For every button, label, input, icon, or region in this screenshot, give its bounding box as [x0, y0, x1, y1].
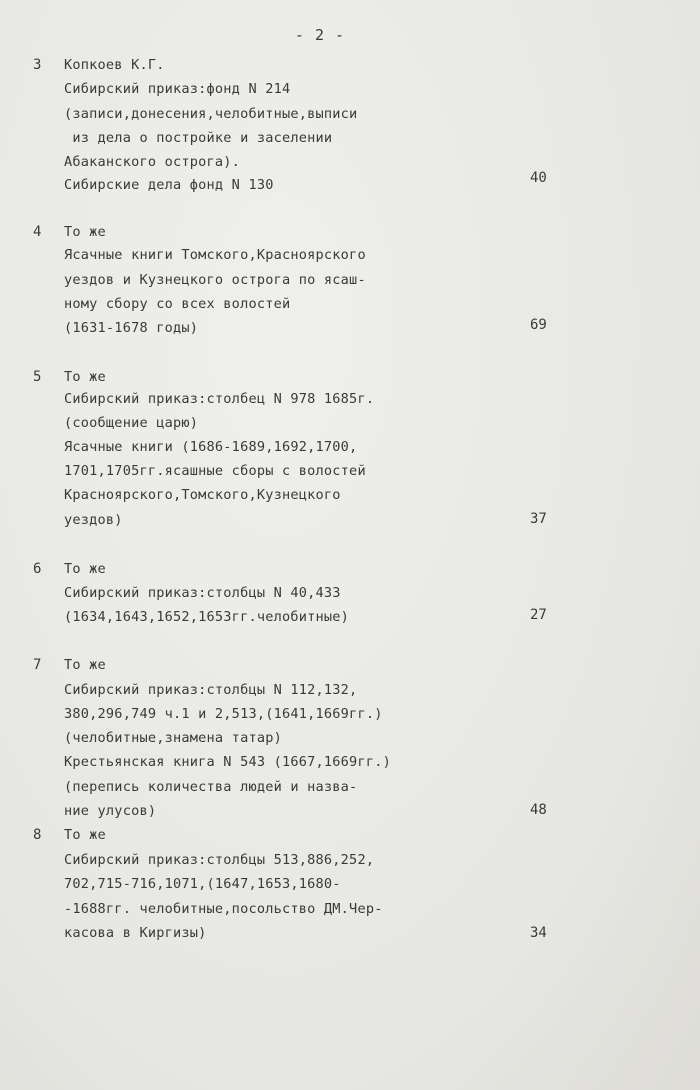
entry-line: Ясачные книги (1686-1689,1692,1700,	[64, 439, 358, 455]
entry-line: уездов и Кузнецкого острога по ясаш-	[64, 272, 366, 288]
entry-line: Сибирский приказ:столбцы N 112,132,	[64, 682, 358, 698]
entry-number: 7	[33, 657, 42, 673]
entry-line: (1631-1678 годы)	[64, 320, 199, 336]
page-number: - 2 -	[294, 26, 346, 44]
entry-line: уездов)	[64, 512, 123, 528]
entry-line: из дела о постройке и заселении	[64, 130, 333, 146]
entry-line: Сибирский приказ:фонд N 214	[64, 81, 291, 97]
entry-number: 3	[33, 57, 42, 73]
entry-line: (записи,донесения,челобитные,выписи	[64, 106, 358, 122]
entry-line: Копкоев К.Г.	[64, 57, 165, 73]
entry-line: То же	[64, 657, 106, 673]
page-count: 37	[530, 511, 547, 527]
entry-line: 1701,1705гг.ясашные сборы с волостей	[64, 463, 366, 479]
page-count: 48	[530, 802, 547, 818]
entry-line: Крестьянская книга N 543 (1667,1669гг.)	[64, 754, 391, 770]
entry-line: То же	[64, 224, 106, 240]
entry-line: касова в Киргизы)	[64, 925, 207, 941]
entry-line: Сибирский приказ:столбцы 513,886,252,	[64, 852, 375, 868]
entry-line: (сообщение царю)	[64, 415, 199, 431]
entry-line: Абаканского острога).	[64, 154, 241, 170]
entry-line: 380,296,749 ч.1 и 2,513,(1641,1669гг.)	[64, 706, 383, 722]
page-count: 69	[530, 317, 547, 333]
entry-number: 5	[33, 369, 42, 385]
page-count: 40	[530, 170, 547, 186]
entry-line: -1688гг. челобитные,посольство ДМ.Чер-	[64, 901, 383, 917]
entry-line: То же	[64, 827, 106, 843]
entry-line: 702,715-716,1071,(1647,1653,1680-	[64, 876, 341, 892]
page-count: 34	[530, 925, 547, 941]
entry-line: Ясачные книги Томского,Красноярского	[64, 247, 366, 263]
entry-line: То же	[64, 369, 106, 385]
entry-line: (перепись количества людей и назва-	[64, 779, 358, 795]
entry-number: 8	[33, 827, 42, 843]
entry-line: (1634,1643,1652,1653гг.челобитные)	[64, 609, 350, 625]
entry-line: ние улусов)	[64, 803, 157, 819]
entry-line: Сибирский приказ:столбцы N 40,433	[64, 585, 341, 601]
entry-line: ному сбору со всех волостей	[64, 296, 291, 312]
entry-line: (челобитные,знамена татар)	[64, 730, 282, 746]
entry-line: Сибирский приказ:столбец N 978 1685г.	[64, 391, 375, 407]
entry-number: 6	[33, 561, 42, 577]
page-count: 27	[530, 607, 547, 623]
entry-number: 4	[33, 224, 42, 240]
entry-line: То же	[64, 561, 106, 577]
entry-line: Сибирские дела фонд N 130	[64, 177, 274, 193]
entry-line: Красноярского,Томского,Кузнецкого	[64, 487, 341, 503]
